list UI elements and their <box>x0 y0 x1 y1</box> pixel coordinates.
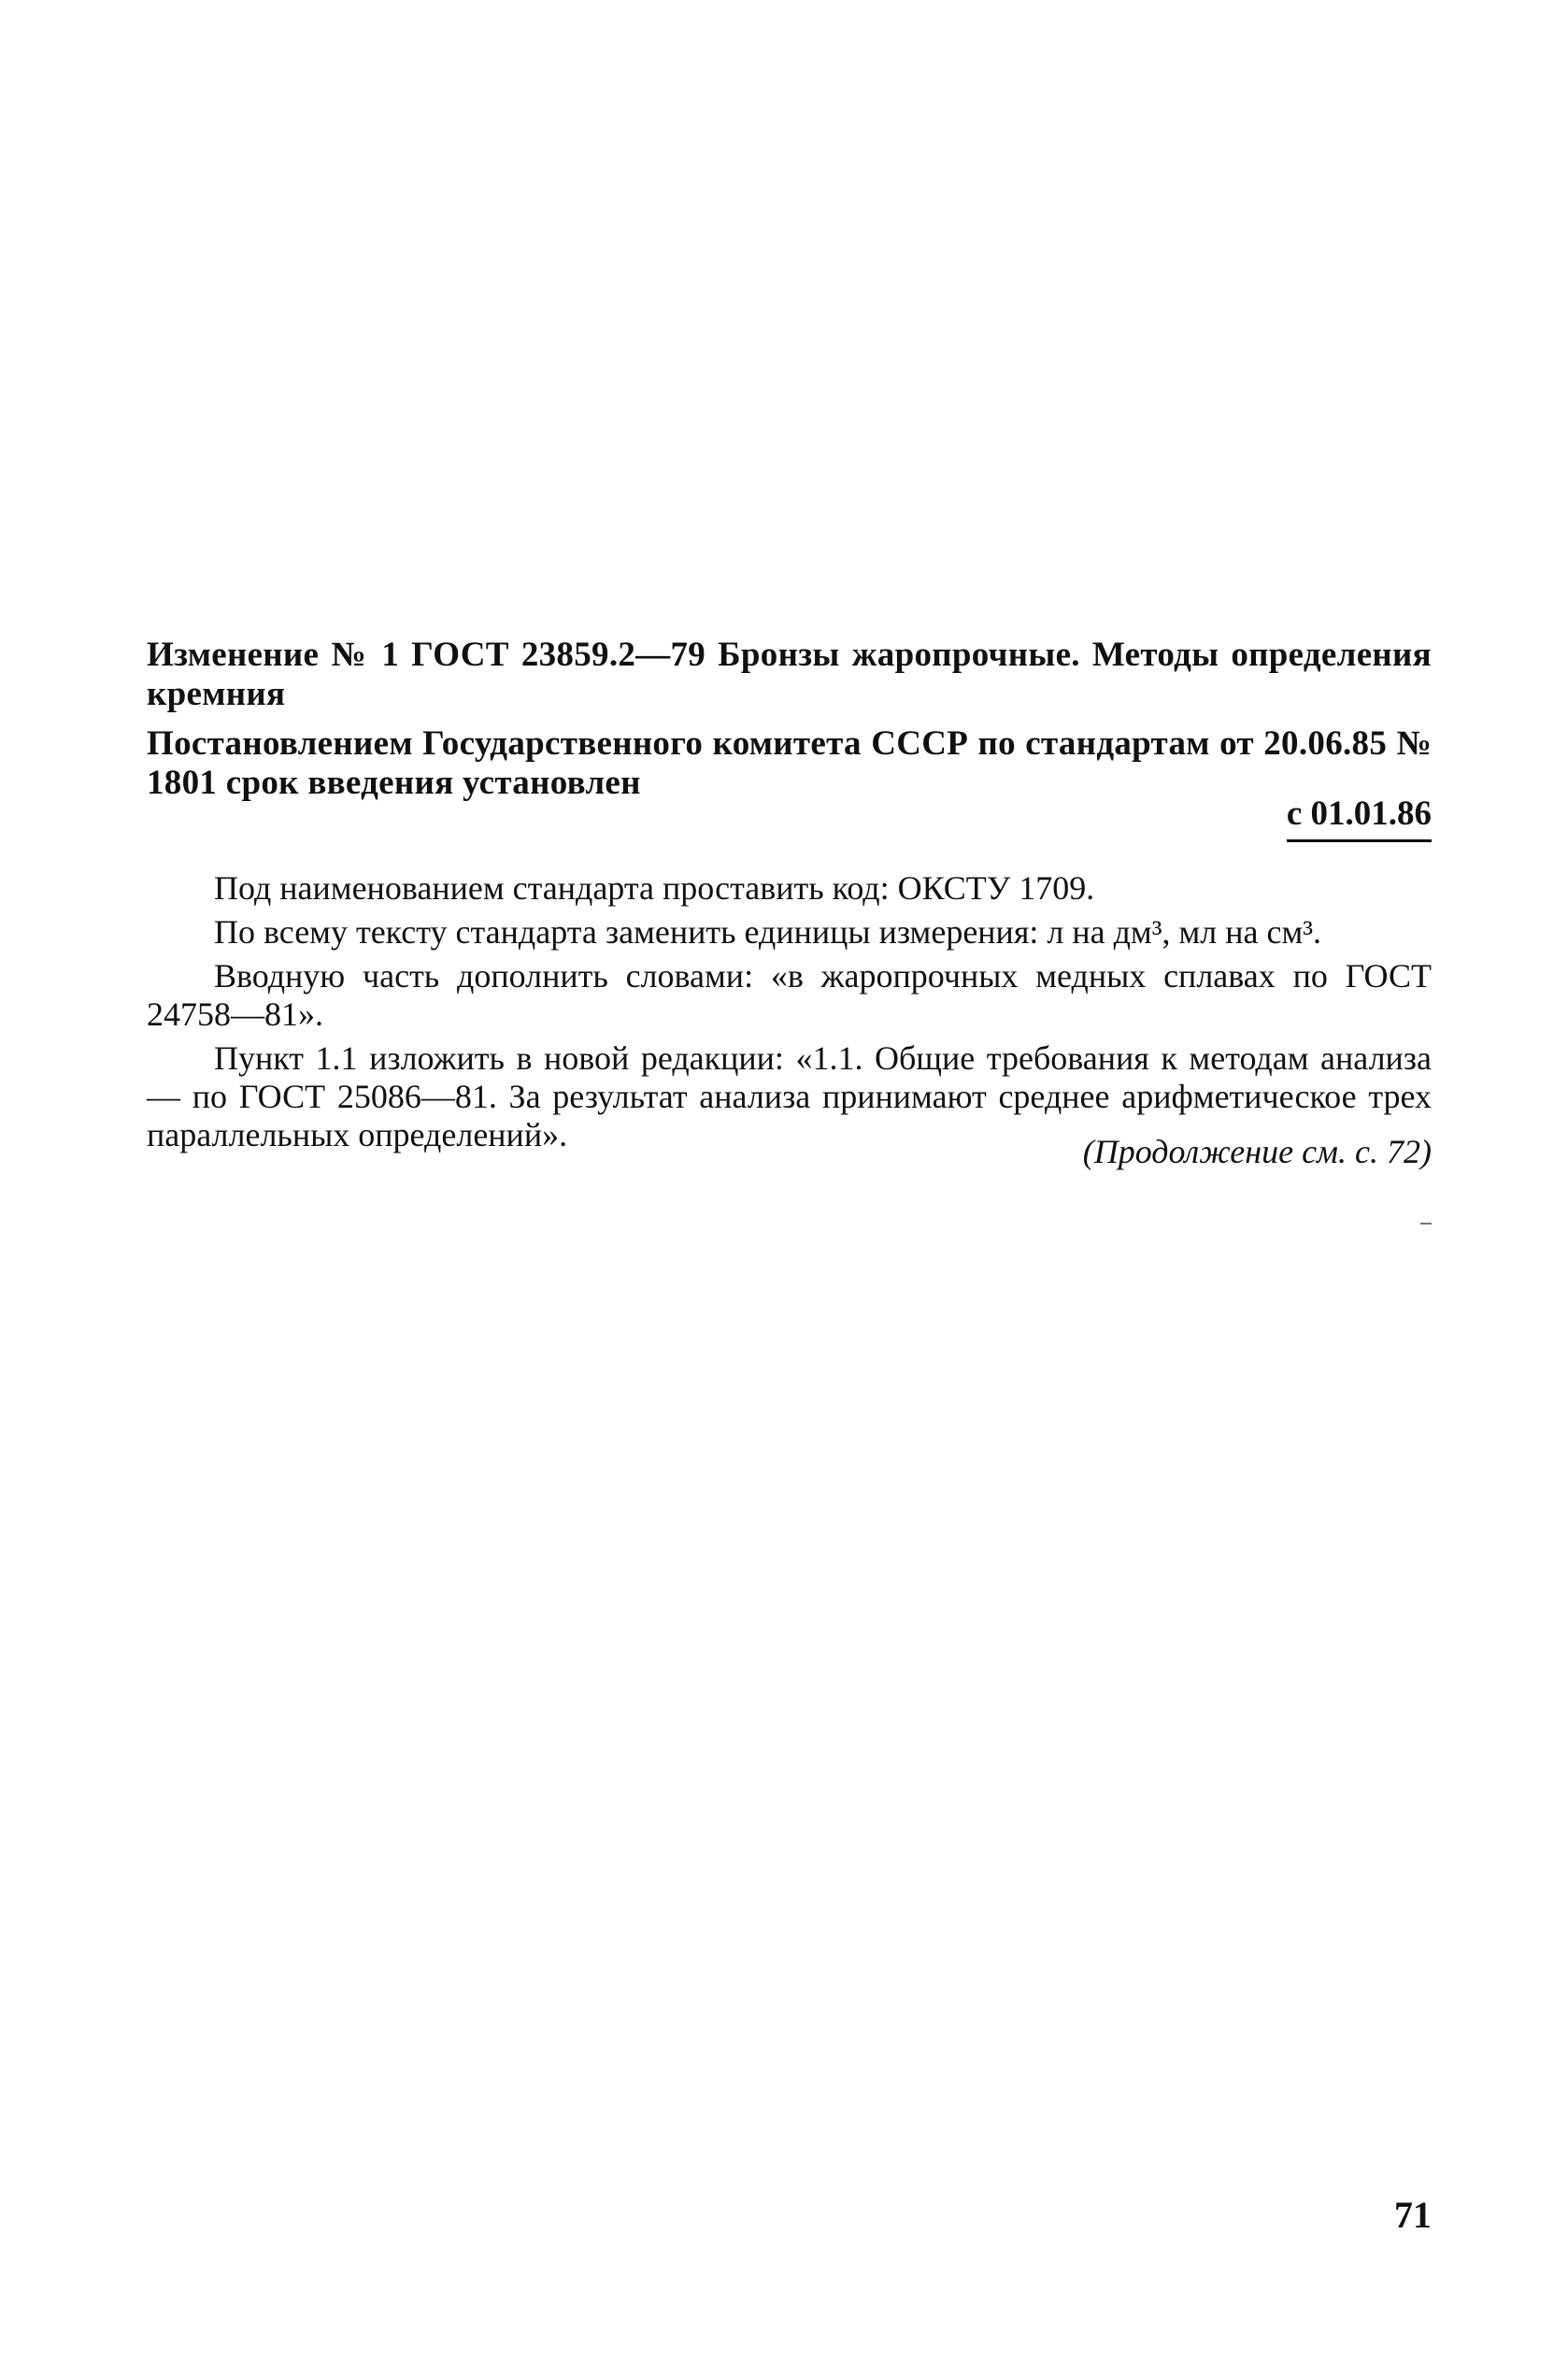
amendment-body <box>147 869 1432 1160</box>
paragraph-introduction: Вводную часть дополнить словами: «в жаропрочных медных сплавах по ГОСТ 24758—81». <box>147 957 1432 1033</box>
decree-statement: Постановлением Государственного комитета СССР по стандартам от 20.06.85 № 1801 срок введения установлен <box>147 724 1432 802</box>
paragraph-okstu-code: Под наименованием стандарта проставить код: ОКСТУ 1709. <box>214 869 1095 907</box>
page-number: 71 <box>1394 2194 1432 2236</box>
effective-date: с 01.01.86 <box>1287 795 1432 842</box>
print-mark <box>1420 1223 1432 1224</box>
paragraph-units: По всему тексту стандарта заменить единицы измерения: л на дм³, мл на см³. <box>214 913 1322 951</box>
continuation-note: (Продолжение см. с. 72) <box>1082 1133 1432 1170</box>
paragraph-clause-1-1: Пункт 1.1 изложить в новой редакции: «1.1. Общие требования к методам анализа — по ГОСТ 25086—81. За результат анализа принимают среднее арифметическое трех параллельных определений». <box>147 1039 1432 1153</box>
amendment-title: Изменение № 1 ГОСТ 23859.2—79 Бронзы жаропрочные. Методы определения кремния <box>147 636 1432 713</box>
